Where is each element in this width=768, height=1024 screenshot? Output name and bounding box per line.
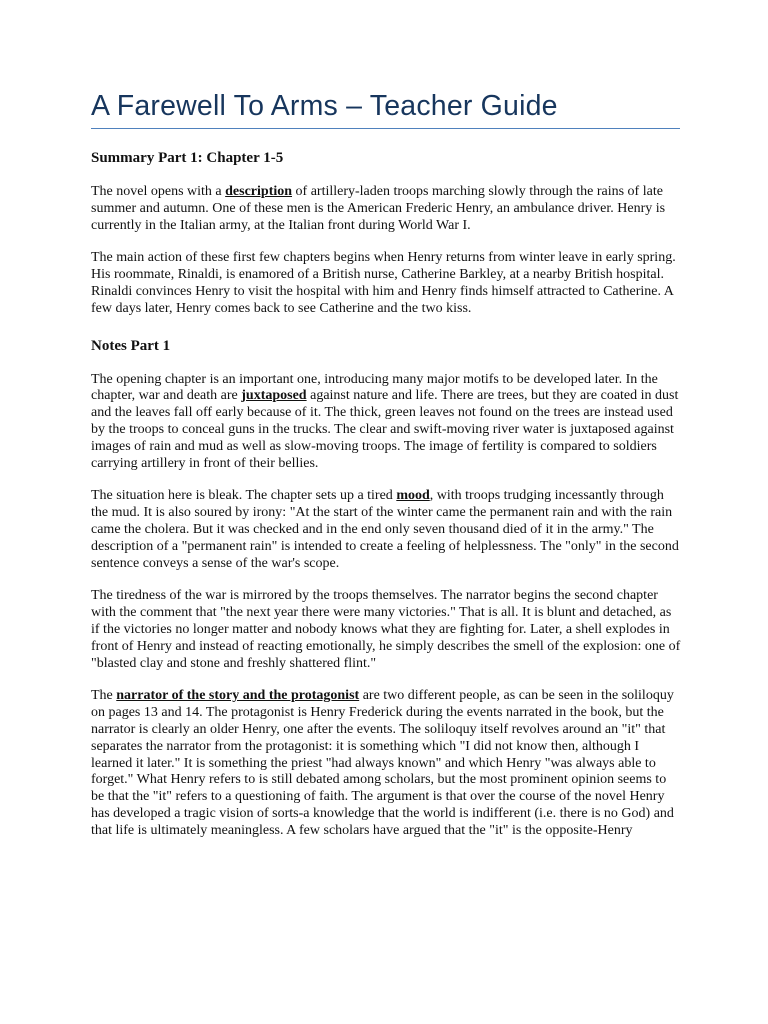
document-page	[91, 88, 681, 840]
paragraph-notes-4	[91, 688, 681, 839]
paragraph-text: The situation here is bleak. The chapter sets up a tired	[91, 488, 397, 504]
paragraph-notes-2	[91, 488, 681, 572]
paragraph-notes-3: The tiredness of the war is mirrored by the troops themselves. The narrator begins the second chapter with the comment that "the next year there were many victories." That is all. It is blunt and detached, as if the victories no longer matter and nobody knows what they are fighting for. Later, a shell explodes in front of Henry and instead of reacting emotionally, he simply describes the smell of the explosion: one of "blasted clay and stone and freshly shattered flint."	[91, 588, 681, 671]
paragraph-text: The opening chapter is an important one, introducing many major motifs to be developed later. In the chapter, war and death are	[91, 371, 658, 404]
paragraph-text: The novel opens with a	[91, 184, 226, 199]
keyword-description: description	[225, 184, 293, 199]
section-heading-summary: Summary Part 1: Chapter 1-5	[91, 150, 284, 166]
paragraph-summary-1	[91, 184, 681, 234]
paragraph-summary-2: The main action of these first few chapters begins when Henry returns from winter leave in early spring. His roommate, Rinaldi, is enamored of a British nurse, Catherine Barkley, at a nearby British hospital. Rinaldi convinces Henry to visit the hospital with him and Henry finds himself attracted to Catherine. A few days later, Henry comes back to see Catherine and the two kiss.	[91, 250, 676, 316]
title-underline-rule	[91, 128, 680, 129]
paragraph-text: of artillery-laden troops marching slowly through the rains of late summer and autumn. One of these men is the American Frederic Henry, an ambulance driver. Henry is currently in the Italian army, at the Italian front during World War I.	[91, 184, 666, 233]
section-heading-notes: Notes Part 1	[91, 337, 171, 354]
paragraph-text: The	[91, 688, 117, 704]
keyword-juxtaposed: juxtaposed	[241, 388, 307, 404]
keyword-narrator-protagonist: narrator of the story and the protagonist	[116, 688, 360, 704]
keyword-mood: mood	[396, 488, 430, 504]
paragraph-text: , with troops trudging incessantly through the mud. It is also soured by irony: "At the start of the winter came the permanent rain and with the rain came the cholera. But it was checked and in the end only seven thousand died of it in the army." The description of a "permanent rain" is intended to create a feeling of helplessness. The "only" in the second sentence conveys a sense of the war's scope.	[91, 488, 679, 571]
paragraph-text: against nature and life. There are trees, but they are coated in dust and the leaves fall off early because of it. The thick, green leaves not found on the trees are instead used by the troops to conceal guns in the trucks. The clear and swift-moving river water is juxtaposed against images of rain and mud as well as slow-moving troops. The image of fertility is compared to soldiers carrying artillery in front of their bellies.	[91, 388, 679, 471]
paragraph-notes-1	[91, 372, 681, 473]
paragraph-text: are two different people, as can be seen in the soliloquy on pages 13 and 14. The protagonist is Henry Frederick during the events narrated in the book, but the narrator is clearly an older Henry, one after the events. The soliloquy itself revolves around an "it" that separates the narrator from the protagonist: it is something which "I did not know then, although I learned it later." It is something the priest "had always known" and which Henry "was always able to forget." What Henry refers to is still debated among scholars, but the most prominent opinion seems to be that the "it" refers to a questioning of faith. The argument is that over the course of the novel Henry has developed a tragic vision of sorts-a knowledge that the world is indifferent (i.e. there is no God) and that life is ultimately meaningless. A few scholars have argued that the "it" is the opposite-Henry	[91, 688, 674, 838]
document-title: A Farewell To Arms – Teacher Guide	[91, 90, 558, 122]
